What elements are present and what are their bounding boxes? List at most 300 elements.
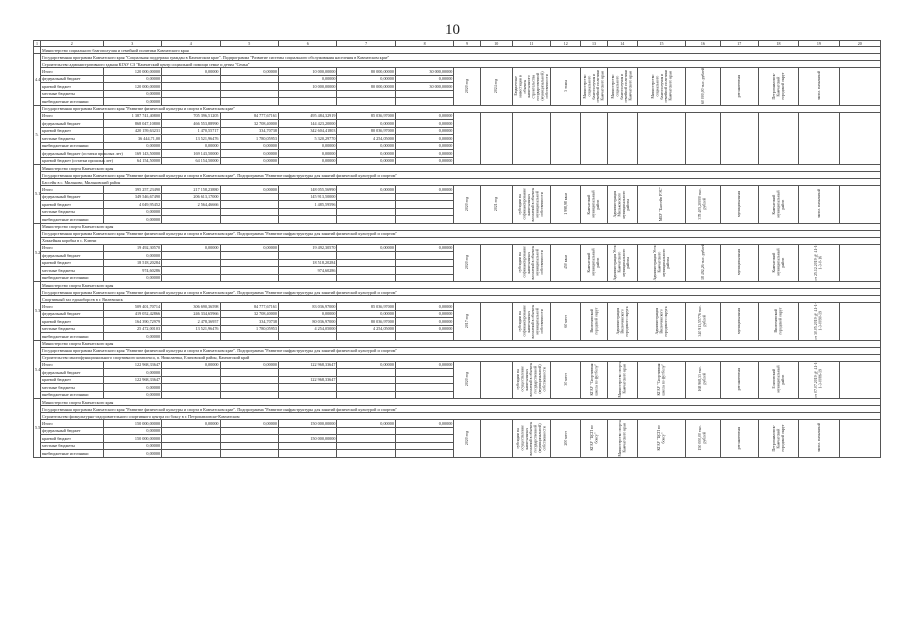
amount-cell bbox=[395, 267, 453, 275]
object-attribute-cell bbox=[839, 303, 881, 341]
object-attribute-cell bbox=[720, 361, 758, 399]
amount-cell: 495 484,32919 bbox=[278, 112, 336, 120]
object-attribute-text: Елизовский муниципальный район bbox=[771, 365, 785, 393]
amount-cell bbox=[278, 274, 336, 282]
object-attribute-cell bbox=[799, 186, 839, 224]
amount-cell: 0,00000 bbox=[395, 244, 453, 252]
object-attribute-text: 30 мест bbox=[563, 373, 568, 386]
column-number: 6 bbox=[278, 41, 336, 47]
amount-cell: 80 036,97000 bbox=[278, 318, 336, 326]
object-attribute-text: 2021 год bbox=[494, 196, 498, 211]
object-attribute-text: 2020 год bbox=[464, 255, 469, 270]
funding-source-label: местные бюджеты bbox=[41, 208, 104, 216]
amount-cell: 64 154,50000 bbox=[103, 157, 161, 165]
column-number: 5 bbox=[220, 41, 278, 47]
amount-cell bbox=[162, 83, 220, 91]
amount-cell: 0,00000 bbox=[220, 244, 278, 252]
amount-cell: 13 521,96476 bbox=[162, 325, 220, 333]
amount-cell: 0,00000 bbox=[395, 318, 453, 326]
object-attribute-cell bbox=[551, 112, 581, 165]
object-attribute-cell bbox=[551, 361, 581, 399]
amount-cell: 5 320,29770 bbox=[278, 135, 336, 143]
amount-cell: 150 000,00000 bbox=[103, 420, 161, 428]
amount-cell bbox=[162, 384, 220, 392]
amount-cell: 0,00000 bbox=[395, 135, 453, 143]
amount-cell bbox=[337, 267, 395, 275]
section-band-row bbox=[34, 282, 881, 289]
section-band-row bbox=[34, 296, 881, 303]
object-attribute-cell bbox=[480, 244, 512, 282]
section-heading: Государственная программа Камчатского края "Развитие физической культуры и спорта в Камчатском крае". Подпрограмма "Развитие инфраструктуры для занятий физической культурой и спортом" bbox=[41, 347, 881, 354]
object-attribute-text: 450 кв.м bbox=[563, 255, 568, 270]
funding-source-label: местные бюджеты bbox=[41, 90, 104, 98]
amount-cell bbox=[337, 216, 395, 224]
object-attribute-cell bbox=[839, 68, 881, 106]
section-heading: Государственная программа Камчатского края "Развитие физической культуры и спорта в Камчатском крае" bbox=[41, 105, 881, 112]
object-attribute-text: КГАУ "ЦСП по боксу" bbox=[657, 425, 666, 451]
object-attribute-cell bbox=[758, 420, 798, 458]
section-band-row bbox=[34, 172, 881, 179]
funding-source-label: федеральный бюджет (остатки прошлых лет) bbox=[42, 150, 123, 156]
amount-cell bbox=[162, 376, 220, 384]
object-attribute-text: Администрация Вилючинского городского округа bbox=[654, 305, 668, 336]
funding-source-label: краевой бюджет (остатки прошлых лет) bbox=[42, 158, 114, 164]
amount-cell: 0,00000 bbox=[395, 75, 453, 83]
object-attribute-cell bbox=[839, 420, 881, 458]
amount-cell: 18 518,20284 bbox=[278, 259, 336, 267]
column-number: 4 bbox=[162, 41, 220, 47]
object-attribute-text: Вилючинский городской округ bbox=[774, 307, 783, 335]
amount-cell: 0,00000 bbox=[395, 186, 453, 194]
object-attribute-text: 1 998,98 кв.м bbox=[563, 192, 568, 215]
object-attribute-cell bbox=[581, 244, 607, 282]
funding-source-label: федеральный бюджет bbox=[41, 252, 104, 260]
amount-cell bbox=[395, 369, 453, 377]
amount-cell bbox=[337, 274, 395, 282]
object-attribute-text: 2020 год bbox=[464, 78, 469, 93]
amount-cell bbox=[162, 391, 220, 399]
section-heading: Министерство спорта Камчатского края bbox=[41, 282, 881, 289]
object-attribute-cell bbox=[720, 420, 758, 458]
section-band-row bbox=[34, 406, 881, 413]
amount-cell bbox=[220, 98, 278, 106]
amount-cell bbox=[337, 427, 395, 435]
funding-source-label: краевой бюджет bbox=[41, 201, 104, 209]
object-attribute-cell bbox=[758, 112, 798, 165]
object-attribute-cell bbox=[512, 361, 550, 399]
object-attribute-cell bbox=[480, 420, 512, 458]
object-attribute-text: от 30.05.2019 № 41-1-1-3-0090-19 bbox=[814, 302, 823, 340]
object-attribute-cell bbox=[581, 303, 607, 341]
object-attribute-cell bbox=[839, 186, 881, 224]
object-attribute-text: 18 492,26 тыс. рублей bbox=[700, 244, 705, 281]
object-attribute-cell bbox=[758, 244, 798, 282]
section-band-row bbox=[34, 165, 881, 172]
object-attribute-text: Администрация Усть-Камчатского муниципального района bbox=[652, 244, 670, 281]
object-attribute-text: от 25.12.2019 № 41-1-1-3-0-16 bbox=[814, 244, 823, 281]
amount-cell: 420 159,63231 bbox=[103, 127, 161, 135]
funding-source-label: федеральный бюджет bbox=[41, 369, 104, 377]
amount-cell bbox=[162, 90, 220, 98]
amount-cell bbox=[337, 98, 395, 106]
amount-cell bbox=[220, 90, 278, 98]
object-attribute-cell bbox=[839, 244, 881, 282]
object-attribute-text: 2020 год bbox=[464, 430, 469, 445]
section-heading: Министерство спорта Камчатского края bbox=[41, 340, 881, 347]
row-index: 5.4. bbox=[34, 340, 41, 399]
funding-row bbox=[34, 361, 881, 369]
object-attribute-cell bbox=[720, 68, 758, 106]
amount-cell bbox=[395, 259, 453, 267]
amount-cell: 0,00000 bbox=[395, 150, 453, 158]
amount-cell bbox=[395, 208, 453, 216]
object-attribute-text: Петропавловск-Камчатский городской округ bbox=[771, 424, 785, 452]
amount-cell bbox=[220, 83, 278, 91]
object-attribute-text: Бюджетные инвестиции в объекты капитального строительства государственной (муниципальной) собственности bbox=[513, 71, 549, 101]
amount-cell: 84 777,67161 bbox=[220, 112, 278, 120]
object-attribute-text: регламентная bbox=[736, 74, 741, 97]
object-attribute-cell bbox=[799, 361, 839, 399]
object-attribute-cell bbox=[480, 303, 512, 341]
amount-cell: 0,00000 bbox=[162, 142, 220, 150]
funding-source-label: внебюджетные источники bbox=[41, 391, 104, 399]
amount-cell: 334,70738 bbox=[220, 127, 278, 135]
object-attribute-text: субсидии на софинансирование капитальных вложений в объекты муниципальной собственности bbox=[518, 245, 545, 280]
column-number: 20 bbox=[839, 41, 881, 47]
amount-cell: 0,00000 bbox=[278, 157, 336, 165]
object-attribute-cell bbox=[637, 244, 685, 282]
amount-cell bbox=[337, 435, 395, 443]
amount-cell: 169 143,50000 bbox=[103, 150, 161, 158]
column-number: 17 bbox=[720, 41, 758, 47]
object-attribute-text: регламентная bbox=[736, 426, 741, 449]
amount-cell: 0,00000 bbox=[395, 157, 453, 165]
object-attribute-cell bbox=[454, 244, 480, 282]
object-attribute-text: субсидии на осуществление капитальных вложений в объекты государственной (муниципальной) собственности bbox=[516, 421, 547, 455]
section-band-row bbox=[34, 54, 881, 61]
row-index: 5.1. bbox=[34, 165, 41, 224]
section-heading: Министерство спорта Камчатского края bbox=[41, 399, 881, 406]
object-attribute-cell bbox=[551, 68, 581, 106]
section-heading: Строительство многофункционального спортивного комплекса, п. Николаевка, Елизовский район, Камчатский край bbox=[41, 354, 881, 361]
row-index: 5.3. bbox=[34, 282, 41, 341]
section-band-row bbox=[34, 413, 881, 420]
amount-cell: 419 052,42866 bbox=[103, 310, 161, 318]
funding-source-label: местные бюджеты bbox=[41, 135, 104, 143]
amount-cell bbox=[278, 98, 336, 106]
amount-cell bbox=[278, 427, 336, 435]
object-attribute-cell bbox=[607, 420, 637, 458]
amount-cell: 85 036,97000 bbox=[337, 303, 395, 311]
amount-cell: 122 968,33647 bbox=[278, 376, 336, 384]
amount-cell bbox=[278, 442, 336, 450]
amount-cell bbox=[162, 216, 220, 224]
funding-source-label: краевой бюджет bbox=[41, 83, 104, 91]
column-number: 18 bbox=[758, 41, 798, 47]
amount-cell bbox=[220, 201, 278, 209]
amount-cell: 0,00000 bbox=[220, 186, 278, 194]
amount-cell: 85 036,97000 bbox=[337, 112, 395, 120]
section-heading: Государственная программа Камчатского края "Социальная поддержка граждан в Камчатском крае". Подпрограмма "Развитие системы социального обслуживания населения в Камчатском крае" bbox=[41, 54, 881, 61]
amount-cell: 150 000,00000 bbox=[103, 435, 161, 443]
funding-row bbox=[34, 420, 881, 428]
object-attribute-cell bbox=[686, 361, 720, 399]
object-attribute-cell bbox=[799, 244, 839, 282]
object-attribute-cell bbox=[581, 186, 607, 224]
section-band-row bbox=[34, 61, 881, 68]
amount-cell bbox=[162, 435, 220, 443]
amount-cell: 1 780,05953 bbox=[220, 325, 278, 333]
object-attribute-cell bbox=[480, 68, 512, 106]
amount-cell: 0,00000 bbox=[395, 112, 453, 120]
object-attribute-cell bbox=[758, 361, 798, 399]
funding-source-label: Итого bbox=[41, 244, 104, 252]
budget-table bbox=[33, 40, 881, 458]
amount-cell: 306 690,36598 bbox=[162, 303, 220, 311]
object-attribute-cell bbox=[607, 361, 637, 399]
column-number: 7 bbox=[337, 41, 395, 47]
amount-cell: 0,00000 bbox=[220, 157, 278, 165]
object-attribute-text: регламентная bbox=[736, 368, 741, 391]
amount-cell bbox=[337, 201, 395, 209]
object-attribute-text: Министерство социального благополучия и семейной политики Камчатского края bbox=[611, 69, 633, 103]
amount-cell: 36 444,71,00 bbox=[103, 135, 161, 143]
funding-source-label: краевой бюджет bbox=[41, 435, 104, 443]
amount-cell: 0,00000 bbox=[395, 361, 453, 369]
amount-cell bbox=[278, 369, 336, 377]
object-attribute-cell bbox=[799, 303, 839, 341]
object-attribute-text: Камчатский муниципальный район bbox=[587, 190, 601, 218]
section-heading: Бассейн в с. Мильково, Мильковский район bbox=[41, 179, 881, 186]
funding-source-label: федеральный бюджет bbox=[41, 120, 104, 128]
section-band-row bbox=[34, 340, 881, 347]
funding-source-label: внебюджетные источники bbox=[41, 274, 104, 282]
amount-cell: 0,00000 bbox=[103, 98, 161, 106]
page-number: 10 bbox=[445, 22, 460, 38]
object-attribute-cell bbox=[551, 303, 581, 341]
amount-cell: 0,00000 bbox=[220, 150, 278, 158]
column-number: 13 bbox=[581, 41, 607, 47]
section-heading: Государственная программа Камчатского края "Развитие физической культуры и спорта в Камчатском крае". Подпрограмма "Развитие инфраструктуры для занятий физической культурой и спортом" bbox=[41, 406, 881, 413]
amount-cell bbox=[278, 208, 336, 216]
amount-cell: 164 390,72979 bbox=[103, 318, 161, 326]
amount-cell: 206 613,17000 bbox=[162, 193, 220, 201]
amount-cell: 19 492,30570 bbox=[278, 244, 336, 252]
amount-cell: 1 387 741,40800 bbox=[103, 112, 161, 120]
object-attribute-text: 60 000,00 тыс. рублей bbox=[700, 67, 705, 104]
amount-cell: 0,00000 bbox=[278, 75, 336, 83]
amount-cell: 0,00000 bbox=[337, 361, 395, 369]
amount-cell: 4 049,95452 bbox=[103, 201, 161, 209]
amount-cell: 122 968,33647 bbox=[103, 361, 161, 369]
amount-cell bbox=[220, 75, 278, 83]
amount-cell: 0,00000 bbox=[337, 120, 395, 128]
object-attribute-cell bbox=[551, 420, 581, 458]
amount-cell bbox=[220, 259, 278, 267]
column-number: 9 bbox=[454, 41, 480, 47]
object-attribute-text: КГАУ "ЦСП по боксу" bbox=[589, 425, 598, 451]
object-attribute-text: 200 мест bbox=[563, 430, 568, 446]
amount-cell bbox=[337, 384, 395, 392]
funding-source-label: федеральный бюджет bbox=[41, 193, 104, 201]
amount-cell: 0,00000 bbox=[395, 310, 453, 318]
amount-cell bbox=[162, 274, 220, 282]
object-attribute-cell bbox=[551, 186, 581, 224]
column-number: 19 bbox=[799, 41, 839, 47]
section-heading: Государственная программа Камчатского края "Развитие физической культуры и спорта в Камчатском крае". Подпрограмма "Развитие инфраструктуры для занятий физической культурой и спортом" bbox=[41, 289, 881, 296]
column-number: 2 bbox=[41, 41, 104, 47]
funding-source-label: федеральный бюджет bbox=[41, 310, 104, 318]
amount-cell bbox=[395, 435, 453, 443]
amount-cell bbox=[278, 90, 336, 98]
amount-cell bbox=[395, 442, 453, 450]
amount-cell: 64 154,50000 bbox=[162, 157, 220, 165]
funding-source-label: внебюджетные источники bbox=[41, 450, 104, 458]
object-attribute-cell bbox=[637, 420, 685, 458]
object-attribute-cell bbox=[551, 244, 581, 282]
funding-source-label: местные бюджеты bbox=[41, 325, 104, 333]
funding-source-label: Итого bbox=[41, 420, 104, 428]
amount-cell bbox=[278, 450, 336, 458]
amount-cell bbox=[220, 450, 278, 458]
object-attribute-cell bbox=[480, 112, 512, 165]
object-attribute-text: 378 405,20000 тыс. рублей bbox=[698, 188, 707, 220]
object-attribute-cell bbox=[512, 186, 550, 224]
section-band-row bbox=[34, 399, 881, 406]
object-attribute-text: МБУ "Бассейн РЭС" bbox=[659, 186, 664, 221]
amount-cell: 145 913,50000 bbox=[278, 193, 336, 201]
amount-cell bbox=[395, 90, 453, 98]
amount-cell: 1 485,59596 bbox=[278, 201, 336, 209]
object-attribute-cell bbox=[637, 303, 685, 341]
column-number: 11 bbox=[512, 41, 550, 47]
amount-cell bbox=[162, 252, 220, 260]
amount-cell bbox=[162, 333, 220, 341]
amount-cell bbox=[337, 90, 395, 98]
column-number: 1 bbox=[34, 41, 41, 47]
amount-cell bbox=[220, 369, 278, 377]
section-band-row bbox=[34, 230, 881, 237]
amount-cell: 0,00000 bbox=[220, 361, 278, 369]
object-attribute-cell bbox=[799, 112, 839, 165]
amount-cell bbox=[220, 216, 278, 224]
amount-cell: 0,00000 bbox=[220, 420, 278, 428]
object-attribute-text: Камчатский муниципальный район bbox=[771, 190, 785, 218]
amount-cell: 0,00000 bbox=[162, 361, 220, 369]
object-attribute-text: Министерство спорта Камчатского края bbox=[617, 419, 627, 456]
amount-cell: 0,00000 bbox=[395, 325, 453, 333]
section-band-row bbox=[34, 105, 881, 112]
amount-cell: 144 423,20000 bbox=[278, 120, 336, 128]
amount-cell bbox=[162, 369, 220, 377]
amount-cell: 2 478,36957 bbox=[162, 318, 220, 326]
funding-source-label: краевой бюджет bbox=[41, 376, 104, 384]
object-attribute-text: Администрация Усть-Камчатского муниципального района bbox=[613, 244, 631, 281]
object-attribute-cell bbox=[758, 303, 798, 341]
row-index: 5.5. bbox=[34, 399, 41, 458]
amount-cell: 10 000,00000 bbox=[278, 68, 336, 76]
amount-cell: 80 036,97000 bbox=[337, 318, 395, 326]
object-attribute-text: 340 913,55776 тыс. рублей bbox=[698, 305, 707, 337]
amount-cell: 13 521,96476 bbox=[162, 135, 220, 143]
object-attribute-cell bbox=[720, 303, 758, 341]
amount-cell: 466 553,88990 bbox=[162, 120, 220, 128]
amount-cell bbox=[337, 369, 395, 377]
amount-cell bbox=[220, 376, 278, 384]
section-heading: Министерство спорта Камчатского края bbox=[41, 223, 881, 230]
object-attribute-text: 2017 год bbox=[464, 313, 469, 328]
section-band-row bbox=[34, 354, 881, 361]
funding-source-label: федеральный бюджет bbox=[41, 427, 104, 435]
row-index: 4.4. bbox=[34, 54, 41, 106]
object-attribute-cell bbox=[581, 112, 607, 165]
object-attribute-text: Министерство социального благополучия и семейной политики Камчатского края bbox=[650, 69, 673, 103]
object-attribute-cell bbox=[454, 68, 480, 106]
amount-cell: 0,00000 bbox=[337, 186, 395, 194]
funding-source-label: федеральный бюджет bbox=[41, 75, 104, 83]
funding-source-label: внебюджетные источники bbox=[41, 333, 104, 341]
amount-cell bbox=[395, 98, 453, 106]
object-attribute-cell bbox=[686, 68, 720, 106]
amount-cell: 0,00000 bbox=[103, 208, 161, 216]
object-attribute-text: КГАУ "Спортивная школа по футболу" bbox=[589, 363, 598, 396]
funding-row bbox=[34, 112, 881, 120]
amount-cell bbox=[395, 384, 453, 392]
amount-cell bbox=[395, 450, 453, 458]
object-attribute-cell bbox=[839, 361, 881, 399]
funding-source-label: местные бюджеты bbox=[41, 267, 104, 275]
funding-source-label: внебюджетные источники bbox=[41, 142, 104, 150]
funding-source-label: краевой бюджет bbox=[41, 318, 104, 326]
amount-cell: 0,00000 bbox=[103, 442, 161, 450]
amount-cell: 0,00000 bbox=[162, 244, 220, 252]
amount-cell bbox=[220, 442, 278, 450]
object-attribute-cell bbox=[720, 186, 758, 224]
amount-cell: 30 000,00000 bbox=[395, 68, 453, 76]
amount-cell bbox=[162, 427, 220, 435]
column-number: 15 bbox=[637, 41, 685, 47]
object-attribute-cell bbox=[480, 361, 512, 399]
amount-cell: 4 254,05000 bbox=[337, 325, 395, 333]
amount-cell bbox=[337, 333, 395, 341]
amount-cell: 509 401,70714 bbox=[103, 303, 161, 311]
amount-cell bbox=[395, 376, 453, 384]
object-attribute-cell bbox=[581, 361, 607, 399]
object-attribute-text: субсидии на софинансирование капитальных вложений в объекты муниципальной собственности bbox=[518, 187, 545, 221]
funding-row bbox=[34, 244, 881, 252]
amount-cell: 0,00000 bbox=[103, 216, 161, 224]
funding-source-label: Итого bbox=[41, 361, 104, 369]
amount-cell bbox=[395, 252, 453, 260]
object-attribute-text: субсидии на софинансирование капитальных вложений в объекты муниципальной собственности bbox=[518, 304, 545, 338]
object-attribute-text: Камчатский муниципальный район bbox=[587, 248, 601, 276]
amount-cell bbox=[337, 442, 395, 450]
column-number: 10 bbox=[480, 41, 512, 47]
object-attribute-text: экспл. начальный bbox=[816, 71, 821, 101]
object-attribute-cell bbox=[454, 420, 480, 458]
amount-cell: 395 257,23490 bbox=[103, 186, 161, 194]
object-attribute-cell bbox=[637, 68, 685, 106]
amount-cell: 80 000,00000 bbox=[337, 68, 395, 76]
amount-cell: 334,70738 bbox=[220, 318, 278, 326]
object-attribute-cell bbox=[720, 112, 758, 165]
amount-cell bbox=[337, 391, 395, 399]
amount-cell: 2 564,46666 bbox=[162, 201, 220, 209]
object-attribute-cell bbox=[839, 112, 881, 165]
amount-cell: 122 968,33647 bbox=[103, 376, 161, 384]
section-heading: Министерство социального благополучия и семейной политики Камчатского края bbox=[41, 47, 881, 54]
section-heading: Государственная программа Камчатского края "Развитие физической культуры и спорта в Камчатском крае". Подпрограмма "Развитие инфраструктуры для занятий физической культурой и спортом" bbox=[41, 230, 881, 237]
